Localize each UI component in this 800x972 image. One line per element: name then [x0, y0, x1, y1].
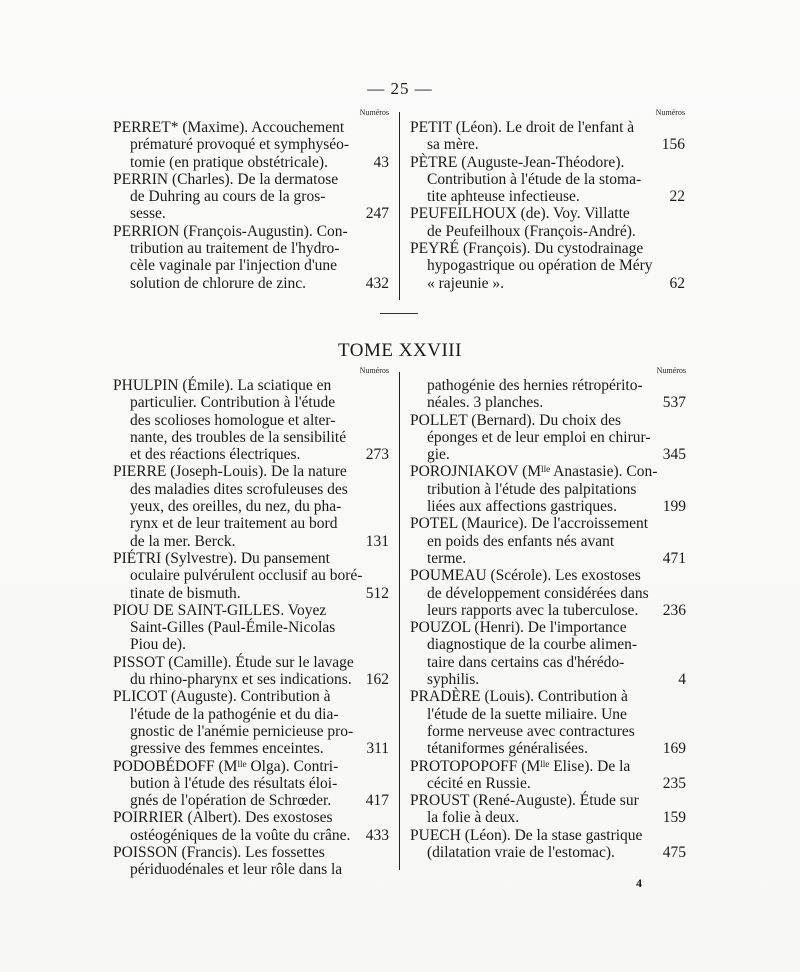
entry-line: PISSOT (Camille). Étude sur le lavage: [113, 653, 354, 671]
entry-line: yeux, des oreilles, du nez, du pha-: [130, 498, 342, 516]
entry-line: de développement considérées dans: [427, 584, 649, 602]
entry-line: de la mer. Berck.: [130, 532, 236, 550]
index-entry: [410, 412, 686, 464]
index-entry: [113, 171, 389, 223]
entry-line: sesse.: [130, 205, 166, 223]
entry-line: PÈTRE (Auguste-Jean-Théodore).: [410, 153, 625, 171]
entry-number: 131: [365, 532, 389, 550]
entry-line: de Duhring au cours de la gros-: [130, 188, 326, 206]
entry-number: 345: [662, 446, 686, 464]
entry-line: ostéogéniques de la voûte du crâne.: [130, 826, 351, 844]
index-entry: [113, 844, 389, 879]
entry-line: PETIT (Léon). Le droit de l'enfant à: [410, 119, 635, 136]
index-entry: [410, 758, 686, 793]
entry-line: de Peufeilhoux (François-André).: [427, 222, 636, 240]
entry-line: gie.: [427, 446, 450, 464]
entry-number: 235: [662, 774, 686, 792]
index-entry: [113, 809, 389, 844]
column-divider-bottom: [399, 372, 400, 870]
entry-line: gnés de l'opération de Schrœder.: [130, 792, 332, 810]
column-header: Numéros: [656, 366, 686, 375]
entry-line: POUMEAU (Scérole). Les exostoses: [410, 567, 641, 585]
entry-line: PUECH (Léon). De la stase gastrique: [410, 826, 643, 844]
index-entry: [113, 119, 389, 171]
entry-line: Contribution à l'étude de la stoma-: [427, 170, 642, 188]
index-entry: [410, 619, 686, 688]
entry-number: 169: [662, 740, 686, 758]
entry-number: 247: [365, 205, 389, 223]
entry-line: particulier. Contribution à l'étude: [130, 394, 336, 412]
entry-line: prématuré provoqué et symphyséo-: [130, 136, 350, 154]
entry-line: oculaire pulvérulent occlusif au boré-: [130, 567, 363, 585]
entry-line: l'étude de la suette miliaire. Une: [427, 705, 627, 723]
entry-line: et des réactions électriques.: [130, 446, 301, 464]
index-entry: [410, 515, 686, 567]
entry-line: PERRET* (Maxime). Accouchement: [113, 119, 345, 136]
index-entry: [113, 377, 389, 463]
entry-line: PEUFEILHOUX (de). Voy. Villatte: [410, 205, 630, 223]
entry-line: Saint-Gilles (Paul-Émile-Nicolas: [130, 619, 336, 637]
entry-line: sa mère.: [427, 136, 479, 154]
entry-number: 417: [365, 792, 389, 810]
column-header: Numéros: [359, 366, 389, 375]
index-entry: [410, 205, 685, 240]
index-entry: [113, 550, 389, 602]
entry-number: 236: [662, 601, 686, 619]
entry-line: (dilatation vraie de l'estomac).: [427, 844, 615, 862]
index-entry: [410, 240, 685, 292]
entry-line: PERRION (François-Augustin). Con-: [113, 222, 348, 240]
entry-line: PERRIN (Charles). De la dermatose: [113, 170, 339, 188]
entry-line: liées aux affections gastriques.: [427, 498, 617, 516]
entry-number: 4: [678, 671, 686, 689]
entry-line: forme nerveuse avec contractures: [427, 722, 635, 740]
entry-line: cécité en Russie.: [427, 774, 531, 792]
entry-line: en poids des enfants nés avant: [427, 532, 615, 550]
entry-line: PROTOPOPOFF (Mˡˡᵉ Elise). De la: [410, 757, 631, 775]
entry-line: tétaniformes généralisées.: [427, 740, 588, 758]
index-entry: [113, 223, 389, 292]
entry-line: cèle vaginale par l'injection d'une: [130, 257, 337, 275]
index-entry: [410, 827, 686, 862]
entry-line: néales. 3 planches.: [427, 394, 544, 412]
entry-line: hypogastrique ou opération de Méry: [427, 257, 653, 275]
entry-line: des maladies dites scrofuleuses des: [130, 480, 348, 498]
entry-line: PIÉTRI (Sylvestre). Du pansement: [113, 549, 330, 567]
entry-line: POLLET (Bernard). Du choix des: [410, 411, 622, 429]
entry-line: PEYRÉ (François). Du cystodrainage: [410, 240, 644, 258]
column-header: Numéros: [359, 108, 389, 117]
entry-line: solution de chlorure de zinc.: [130, 274, 307, 292]
entry-line: la folie à deux.: [427, 809, 520, 827]
entry-number: 273: [365, 446, 389, 464]
index-entry: [410, 463, 686, 515]
entry-line: rynx et de leur traitement au bord: [130, 515, 338, 533]
index-entry: [113, 654, 389, 689]
entry-number: 432: [365, 274, 389, 292]
entry-number: 537: [662, 394, 686, 412]
entry-line: POROJNIAKOV (Mˡˡᵉ Anastasie). Con-: [410, 463, 658, 481]
entry-line: « rajeunie ».: [427, 274, 505, 292]
tome-heading: TOME XXVIII: [338, 340, 462, 361]
index-entry: [410, 119, 685, 154]
entry-line: POISSON (Francis). Les fossettes: [113, 844, 325, 862]
entry-number: 475: [662, 844, 686, 862]
entry-line: PLICOT (Auguste). Contribution à: [113, 688, 331, 706]
entry-line: diagnostique de la courbe alimen-: [427, 636, 638, 654]
bottom-right-column: [410, 366, 686, 861]
entry-line: Piou de).: [130, 636, 186, 654]
section-rule: [380, 313, 418, 314]
entry-number: 62: [669, 274, 685, 292]
entry-line: tribution à l'étude des palpitations: [427, 480, 637, 498]
index-entry: [113, 688, 389, 757]
entry-line: POUZOL (Henri). De l'importance: [410, 619, 627, 637]
index-entry: [410, 792, 686, 827]
entry-line: gnostic de l'anémie pernicieuse pro-: [130, 722, 354, 740]
index-entry: [410, 154, 685, 206]
entry-line: l'étude de la pathogénie et du dia-: [130, 705, 339, 723]
entry-line: PROUST (René-Auguste). Étude sur: [410, 792, 639, 810]
index-entry: [113, 602, 389, 654]
column-divider-top: [399, 112, 400, 300]
entry-line: du rhino-pharynx et ses indications.: [130, 671, 352, 689]
bottom-left-column: [113, 366, 389, 879]
entry-line: nante, des troubles de la sensibilité: [130, 428, 347, 446]
index-entry: [410, 567, 686, 619]
entry-line: tribution au traitement de l'hydro-: [130, 240, 340, 258]
index-entry: [113, 758, 389, 810]
entry-line: tinate de bismuth.: [130, 584, 241, 602]
entry-number: 43: [373, 153, 389, 171]
column-header: Numéros: [655, 108, 685, 117]
entry-number: 199: [662, 498, 686, 516]
entry-line: tomie (en pratique obstétricale).: [130, 153, 328, 171]
entry-line: périduodénales et leur rôle dans la: [130, 861, 343, 879]
entry-line: PIERRE (Joseph-Louis). De la nature: [113, 463, 347, 481]
entry-line: bution à l'étude des résultats éloi-: [130, 774, 338, 792]
entry-line: syphilis.: [427, 671, 480, 689]
entry-number: 159: [662, 809, 686, 827]
entry-number: 162: [365, 671, 389, 689]
entry-line: leurs rapports avec la tuberculose.: [427, 601, 639, 619]
entry-line: des scolioses homologue et alter-: [130, 411, 336, 429]
entry-line: gressive des femmes enceintes.: [130, 740, 324, 758]
entry-line: terme.: [427, 549, 467, 567]
entry-line: pathogénie des hernies rétropérito-: [427, 377, 643, 394]
entry-line: éponges et de leur emploi en chirur-: [427, 428, 651, 446]
entry-number: 22: [669, 188, 685, 206]
entry-line: PODOBÉDOFF (Mˡˡᵉ Olga). Contri-: [113, 757, 339, 775]
top-right-column: [410, 108, 685, 292]
entry-number: 311: [366, 740, 389, 758]
index-entry: [113, 463, 389, 549]
top-left-column: [113, 108, 389, 292]
entry-number: 433: [365, 826, 389, 844]
entry-line: POIRRIER (Albert). Des exostoses: [113, 809, 333, 827]
entry-line: POTEL (Maurice). De l'accroissement: [410, 515, 649, 533]
entry-line: PHULPIN (Émile). La sciatique en: [113, 377, 332, 394]
entry-number: 471: [662, 549, 686, 567]
entry-line: PIOU DE SAINT-GILLES. Voyez: [113, 601, 327, 619]
entry-line: taire dans certains cas d'hérédo-: [427, 653, 625, 671]
entry-number: 512: [365, 584, 389, 602]
index-entry: [410, 377, 686, 412]
entry-line: PRADÈRE (Louis). Contribution à: [410, 688, 628, 706]
page-number: — 25 —: [367, 79, 433, 98]
signature-mark: 4: [636, 876, 642, 890]
entry-line: tite aphteuse infectieuse.: [427, 188, 580, 206]
entry-number: 156: [661, 136, 685, 154]
index-entry: [410, 688, 686, 757]
